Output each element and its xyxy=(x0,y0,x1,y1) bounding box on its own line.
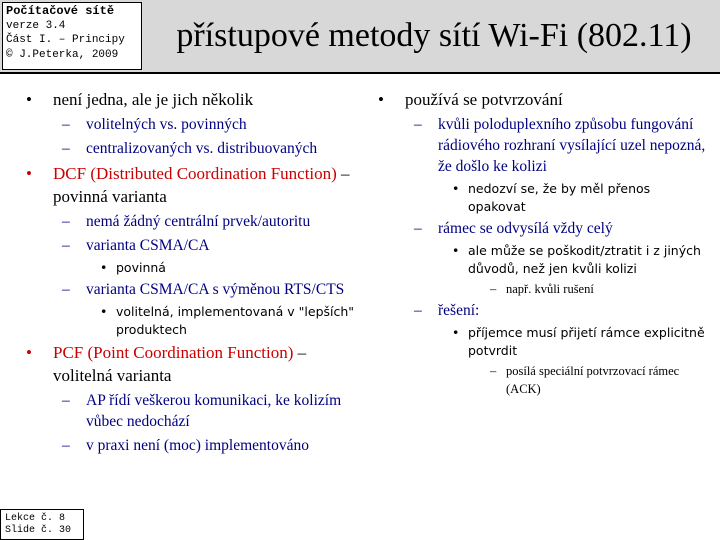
dash-icon: – xyxy=(414,116,422,133)
list-item: – centralizovaných vs. distribuovaných xyxy=(62,140,318,157)
course-part: Část I. – Principy xyxy=(6,34,125,46)
list-item: • DCF (Distributed Coordination Function) – povinná varianta xyxy=(26,164,350,206)
dash-icon: – xyxy=(490,282,497,296)
list-item: – volitelných vs. povinných xyxy=(62,116,247,133)
bullet-icon: • xyxy=(100,304,108,319)
list-item: – varianta CSMA/CA s výměnou RTS/CTS xyxy=(62,281,345,298)
course-info-box xyxy=(2,2,142,70)
dash-icon: – xyxy=(414,220,422,237)
list-item: • nedozví se, že by měl přenos opakovat xyxy=(452,181,651,214)
list-item: – posílá speciální potvrzovací rámec (ACK) xyxy=(490,364,680,396)
pcf-term: PCF (Point Coordination Function) xyxy=(53,343,294,362)
list-item: • PCF (Point Coordination Function) – volitelná varianta xyxy=(26,343,307,385)
dash-icon: – xyxy=(490,364,497,378)
left-column xyxy=(26,88,356,459)
list-item: – kvůli poloduplexního způsobu fungování rádiového rozhraní vysílající uzel nepozná, že došlo ke kolizi xyxy=(414,116,706,175)
bullet-icon: • xyxy=(26,90,32,109)
dash-icon: – xyxy=(62,116,70,133)
bullet-icon: • xyxy=(452,181,460,196)
lesson-number: Lekce č. 8 xyxy=(5,513,66,524)
bullet-icon: • xyxy=(100,260,108,275)
list-item: – v praxi není (moc) implementováno xyxy=(62,437,309,454)
list-item: • ale může se poškodit/ztratit i z jiných důvodů, než jen kvůli kolizi xyxy=(452,243,701,276)
dash-icon: – xyxy=(62,213,70,230)
bullet-icon: • xyxy=(26,164,32,183)
list-item: • není jedna, ale je jich několik xyxy=(26,90,254,109)
course-author: © J.Peterka, 2009 xyxy=(6,48,119,61)
list-item: – např. kvůli rušení xyxy=(490,282,594,296)
list-item: – varianta CSMA/CA xyxy=(62,237,210,254)
dcf-term: DCF (Distributed Coordination Function) xyxy=(53,164,337,183)
list-item: – AP řídí veškerou komunikaci, ke kolizím vůbec nedochází xyxy=(62,392,342,430)
dash-icon: – xyxy=(62,237,70,254)
slide-header xyxy=(0,0,720,74)
bullet-icon: • xyxy=(452,243,460,258)
list-item: – rámec se odvysílá vždy celý xyxy=(414,220,613,237)
dash-icon: – xyxy=(62,281,70,298)
bullet-icon: • xyxy=(452,325,460,340)
bullet-icon: • xyxy=(378,90,384,109)
dash-icon: – xyxy=(414,302,422,319)
slide-title: přístupové metody sítí Wi-Fi (802.11) xyxy=(176,17,692,54)
slide-number-box xyxy=(0,509,84,540)
list-item: • volitelná, implementovaná v "lepších" produktech xyxy=(100,304,355,337)
course-version: verze 3.4 xyxy=(6,19,66,32)
right-column xyxy=(378,88,708,400)
dash-icon: – xyxy=(62,437,70,454)
dash-icon: – xyxy=(62,392,70,409)
bullet-icon: • xyxy=(26,343,32,362)
list-item: – řešení: xyxy=(414,302,480,319)
list-item: • povinná xyxy=(100,260,166,275)
slide-number: Slide č. 30 xyxy=(5,525,72,536)
course-title: Počítačové sítě xyxy=(6,4,115,18)
list-item: – nemá žádný centrální prvek/autoritu xyxy=(62,213,311,230)
list-item: • používá se potvrzování xyxy=(378,90,563,109)
dash-icon: – xyxy=(62,140,70,157)
list-item: • příjemce musí přijetí rámce explicitně potvrdit xyxy=(452,325,705,358)
